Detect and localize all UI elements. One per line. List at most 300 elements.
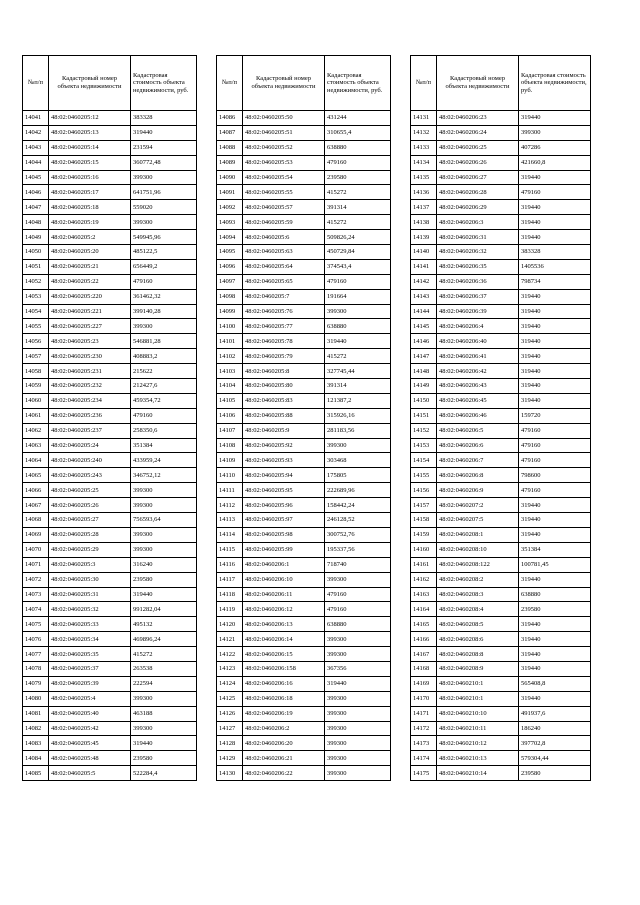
table-row	[23, 736, 197, 751]
row-number: 14144	[411, 304, 437, 319]
cadastral-number: 48:02:0460206:32	[437, 245, 519, 260]
table-row	[23, 572, 197, 587]
cadastral-value: 469896,24	[131, 632, 197, 647]
cadastral-value: 399300	[131, 483, 197, 498]
cadastral-number: 48:02:0460205:99	[243, 542, 325, 557]
cadastral-number: 48:02:0460206:39	[437, 304, 519, 319]
row-number: 14163	[411, 587, 437, 602]
table-row	[411, 319, 591, 334]
table-row	[23, 468, 197, 483]
cadastral-number: 48:02:0460205:16	[49, 170, 131, 185]
table-row	[217, 676, 391, 691]
cadastral-number: 48:02:0460210:14	[437, 766, 519, 781]
row-number: 14143	[411, 289, 437, 304]
cadastral-number: 48:02:0460205:34	[49, 632, 131, 647]
cadastral-value: 310655,4	[325, 125, 391, 140]
table-row	[23, 632, 197, 647]
cadastral-number: 48:02:0460205:231	[49, 364, 131, 379]
cadastral-number: 48:02:0460210:1	[437, 691, 519, 706]
cadastral-value: 231594	[131, 140, 197, 155]
cadastral-value: 485122,5	[131, 245, 197, 260]
cadastral-value: 391314	[325, 379, 391, 394]
row-number: 14151	[411, 408, 437, 423]
table-row	[217, 379, 391, 394]
cadastral-value: 399300	[131, 215, 197, 230]
table-row	[411, 304, 591, 319]
table-row	[23, 751, 197, 766]
row-number: 14166	[411, 632, 437, 647]
cadastral-number: 48:02:0460205:92	[243, 438, 325, 453]
row-number: 14057	[23, 349, 49, 364]
row-number: 14134	[411, 155, 437, 170]
cadastral-value: 351384	[519, 542, 591, 557]
row-number: 14066	[23, 483, 49, 498]
cadastral-value: 399300	[325, 647, 391, 662]
cadastral-value: 319440	[519, 289, 591, 304]
table-row	[23, 513, 197, 528]
table-row	[23, 453, 197, 468]
cadastral-number: 48:02:0460205:234	[49, 393, 131, 408]
cadastral-number: 48:02:0460205:21	[49, 259, 131, 274]
row-number: 14102	[217, 349, 243, 364]
cadastral-number: 48:02:0460207:2	[437, 498, 519, 513]
cadastral-value: 522284,4	[131, 766, 197, 781]
header-cadastral-value: Кадастровая стоимость объекта недвижимости, руб.	[325, 56, 391, 111]
table-row	[217, 647, 391, 662]
row-number: 14095	[217, 245, 243, 260]
cadastral-value: 756593,64	[131, 513, 197, 528]
cadastral-value: 415272	[325, 215, 391, 230]
table-row	[411, 364, 591, 379]
table-row	[217, 468, 391, 483]
table-row	[23, 438, 197, 453]
cadastral-number: 48:02:0460205:20	[49, 245, 131, 260]
table-row	[217, 572, 391, 587]
cadastral-value: 549945,96	[131, 230, 197, 245]
cadastral-number: 48:02:0460205:76	[243, 304, 325, 319]
row-number: 14146	[411, 334, 437, 349]
row-number: 14172	[411, 721, 437, 736]
cadastral-table-left	[22, 55, 197, 781]
row-number: 14150	[411, 393, 437, 408]
row-number: 14127	[217, 721, 243, 736]
row-number: 14119	[217, 602, 243, 617]
table-row	[217, 766, 391, 781]
row-number: 14046	[23, 185, 49, 200]
cadastral-number: 48:02:0460205:98	[243, 527, 325, 542]
cadastral-number: 48:02:0460208:1	[437, 527, 519, 542]
cadastral-number: 48:02:0460205:9	[243, 423, 325, 438]
cadastral-value: 374543,4	[325, 259, 391, 274]
row-number: 14060	[23, 393, 49, 408]
cadastral-value: 239580	[519, 766, 591, 781]
cadastral-number: 48:02:0460206:7	[437, 453, 519, 468]
cadastral-value: 319440	[519, 498, 591, 513]
table-row	[411, 453, 591, 468]
table-row	[411, 483, 591, 498]
row-number: 14043	[23, 140, 49, 155]
table-row	[23, 408, 197, 423]
cadastral-value: 319440	[519, 200, 591, 215]
row-number: 14132	[411, 125, 437, 140]
cadastral-value: 638880	[325, 617, 391, 632]
cadastral-number: 48:02:0460205:97	[243, 513, 325, 528]
table-header-row	[411, 56, 591, 111]
row-number: 14053	[23, 289, 49, 304]
cadastral-number: 48:02:0460205:59	[243, 215, 325, 230]
table-row	[23, 140, 197, 155]
cadastral-value: 421660,8	[519, 155, 591, 170]
cadastral-value: 433959,24	[131, 453, 197, 468]
cadastral-value: 656449,2	[131, 259, 197, 274]
row-number: 14158	[411, 513, 437, 528]
row-number: 14093	[217, 215, 243, 230]
cadastral-value: 319440	[519, 215, 591, 230]
cadastral-value: 159720	[519, 408, 591, 423]
table-row	[217, 602, 391, 617]
table-row	[411, 155, 591, 170]
table-row	[411, 542, 591, 557]
cadastral-value: 319440	[519, 393, 591, 408]
table-row	[217, 319, 391, 334]
table-row	[23, 379, 197, 394]
cadastral-number: 48:02:0460205:6	[243, 230, 325, 245]
cadastral-number: 48:02:0460206:9	[437, 483, 519, 498]
cadastral-value: 383328	[131, 111, 197, 126]
cadastral-value: 319440	[519, 334, 591, 349]
cadastral-value: 399300	[519, 125, 591, 140]
cadastral-number: 48:02:0460207:5	[437, 513, 519, 528]
cadastral-number: 48:02:0460205:28	[49, 527, 131, 542]
row-number: 14168	[411, 661, 437, 676]
table-row	[23, 245, 197, 260]
row-number: 14149	[411, 379, 437, 394]
cadastral-value: 399300	[325, 572, 391, 587]
cadastral-value: 399300	[325, 706, 391, 721]
cadastral-number: 48:02:0460205:31	[49, 587, 131, 602]
cadastral-number: 48:02:0460206:22	[243, 766, 325, 781]
cadastral-number: 48:02:0460206:37	[437, 289, 519, 304]
table-row	[217, 438, 391, 453]
row-number: 14075	[23, 617, 49, 632]
cadastral-number: 48:02:0460206:28	[437, 185, 519, 200]
cadastral-value: 459354,72	[131, 393, 197, 408]
cadastral-value: 399300	[325, 721, 391, 736]
cadastral-number: 48:02:0460205:37	[49, 661, 131, 676]
cadastral-number: 48:02:0460205:83	[243, 393, 325, 408]
cadastral-number: 48:02:0460206:42	[437, 364, 519, 379]
row-number: 14097	[217, 274, 243, 289]
cadastral-number: 48:02:0460208:6	[437, 632, 519, 647]
cadastral-value: 559020	[131, 200, 197, 215]
table-row	[411, 423, 591, 438]
cadastral-number: 48:02:0460205:221	[49, 304, 131, 319]
cadastral-value: 319440	[519, 572, 591, 587]
header-cadastral-number: Кадастровый номер объекта недвижимости	[437, 56, 519, 111]
row-number: 14071	[23, 557, 49, 572]
cadastral-number: 48:02:0460205:227	[49, 319, 131, 334]
table-row	[217, 170, 391, 185]
cadastral-number: 48:02:0460206:27	[437, 170, 519, 185]
cadastral-number: 48:02:0460205:65	[243, 274, 325, 289]
row-number: 14086	[217, 111, 243, 126]
row-number: 14059	[23, 379, 49, 394]
row-number: 14165	[411, 617, 437, 632]
table-row	[23, 706, 197, 721]
table-row	[411, 766, 591, 781]
table-row	[23, 111, 197, 126]
cadastral-number: 48:02:0460205:25	[49, 483, 131, 498]
table-row	[23, 647, 197, 662]
cadastral-value: 463188	[131, 706, 197, 721]
table-row	[411, 602, 591, 617]
row-number: 14063	[23, 438, 49, 453]
cadastral-value: 300752,76	[325, 527, 391, 542]
cadastral-value: 415272	[325, 349, 391, 364]
table-row	[411, 557, 591, 572]
row-number: 14152	[411, 423, 437, 438]
cadastral-number: 48:02:0460205:30	[49, 572, 131, 587]
cadastral-number: 48:02:0460205:236	[49, 408, 131, 423]
row-number: 14055	[23, 319, 49, 334]
table-row	[411, 140, 591, 155]
table-row	[23, 274, 197, 289]
cadastral-value: 319440	[325, 676, 391, 691]
table-row	[23, 617, 197, 632]
row-number: 14079	[23, 676, 49, 691]
cadastral-number: 48:02:0460205:51	[243, 125, 325, 140]
table-row	[23, 676, 197, 691]
cadastral-value: 316240	[131, 557, 197, 572]
row-number: 14052	[23, 274, 49, 289]
row-number: 14126	[217, 706, 243, 721]
cadastral-number: 48:02:0460205:5	[49, 766, 131, 781]
table-row	[217, 140, 391, 155]
cadastral-number: 48:02:0460206:158	[243, 661, 325, 676]
row-number: 14133	[411, 140, 437, 155]
cadastral-value: 479160	[519, 453, 591, 468]
row-number: 14104	[217, 379, 243, 394]
cadastral-number: 48:02:0460210:11	[437, 721, 519, 736]
cadastral-number: 48:02:0460205:19	[49, 215, 131, 230]
cadastral-number: 48:02:0460205:96	[243, 498, 325, 513]
cadastral-number: 48:02:0460206:45	[437, 393, 519, 408]
table-row	[217, 542, 391, 557]
header-num: №п/п	[411, 56, 437, 111]
table-row	[217, 230, 391, 245]
row-number: 14157	[411, 498, 437, 513]
cadastral-value: 100781,45	[519, 557, 591, 572]
table-row	[23, 393, 197, 408]
cadastral-number: 48:02:0460205:18	[49, 200, 131, 215]
row-number: 14064	[23, 453, 49, 468]
table-row	[411, 274, 591, 289]
row-number: 14042	[23, 125, 49, 140]
row-number: 14120	[217, 617, 243, 632]
cadastral-value: 222689,96	[325, 483, 391, 498]
table-row	[217, 259, 391, 274]
cadastral-value: 798600	[519, 468, 591, 483]
row-number: 14169	[411, 676, 437, 691]
cadastral-value: 638880	[325, 319, 391, 334]
table-row	[411, 751, 591, 766]
cadastral-value: 303468	[325, 453, 391, 468]
table-row	[217, 527, 391, 542]
row-number: 14128	[217, 736, 243, 751]
cadastral-value: 319440	[131, 587, 197, 602]
cadastral-value: 638880	[519, 587, 591, 602]
cadastral-value: 495132	[131, 617, 197, 632]
cadastral-number: 48:02:0460205:8	[243, 364, 325, 379]
row-number: 14045	[23, 170, 49, 185]
table-header-row	[217, 56, 391, 111]
table-header-row	[23, 56, 197, 111]
cadastral-value: 399300	[131, 498, 197, 513]
cadastral-number: 48:02:0460206:5	[437, 423, 519, 438]
cadastral-number: 48:02:0460206:29	[437, 200, 519, 215]
cadastral-value: 319440	[519, 527, 591, 542]
cadastral-number: 48:02:0460205:63	[243, 245, 325, 260]
row-number: 14173	[411, 736, 437, 751]
cadastral-number: 48:02:0460206:14	[243, 632, 325, 647]
cadastral-number: 48:02:0460205:80	[243, 379, 325, 394]
row-number: 14116	[217, 557, 243, 572]
table-row	[217, 245, 391, 260]
cadastral-number: 48:02:0460208:4	[437, 602, 519, 617]
row-number: 14058	[23, 364, 49, 379]
cadastral-value: 319440	[519, 170, 591, 185]
table-row	[217, 215, 391, 230]
row-number: 14100	[217, 319, 243, 334]
table-row	[217, 453, 391, 468]
row-number: 14049	[23, 230, 49, 245]
table-row	[217, 185, 391, 200]
cadastral-number: 48:02:0460206:6	[437, 438, 519, 453]
cadastral-number: 48:02:0460205:232	[49, 379, 131, 394]
row-number: 14160	[411, 542, 437, 557]
table-row	[217, 289, 391, 304]
cadastral-value: 399300	[131, 319, 197, 334]
cadastral-number: 48:02:0460205:42	[49, 721, 131, 736]
table-row	[217, 393, 391, 408]
table-row	[23, 349, 197, 364]
table-row	[23, 334, 197, 349]
table-row	[411, 393, 591, 408]
row-number: 14112	[217, 498, 243, 513]
cadastral-value: 991282,04	[131, 602, 197, 617]
table-row	[217, 498, 391, 513]
row-number: 14062	[23, 423, 49, 438]
row-number: 14142	[411, 274, 437, 289]
row-number: 14103	[217, 364, 243, 379]
cadastral-value: 579304,44	[519, 751, 591, 766]
cadastral-number: 48:02:0460205:52	[243, 140, 325, 155]
cadastral-number: 48:02:0460208:122	[437, 557, 519, 572]
cadastral-number: 48:02:0460205:35	[49, 647, 131, 662]
cadastral-number: 48:02:0460206:46	[437, 408, 519, 423]
cadastral-value: 479160	[325, 155, 391, 170]
cadastral-number: 48:02:0460206:26	[437, 155, 519, 170]
cadastral-number: 48:02:0460205:79	[243, 349, 325, 364]
row-number: 14044	[23, 155, 49, 170]
cadastral-number: 48:02:0460205:3	[49, 557, 131, 572]
row-number: 14171	[411, 706, 437, 721]
cadastral-value: 407286	[519, 140, 591, 155]
table-row	[411, 185, 591, 200]
cadastral-number: 48:02:0460205:50	[243, 111, 325, 126]
cadastral-value: 263538	[131, 661, 197, 676]
cadastral-number: 48:02:0460205:64	[243, 259, 325, 274]
table-row	[23, 230, 197, 245]
table-row	[411, 230, 591, 245]
cadastral-number: 48:02:0460205:54	[243, 170, 325, 185]
row-number: 14081	[23, 706, 49, 721]
cadastral-number: 48:02:0460208:5	[437, 617, 519, 632]
table-row	[23, 721, 197, 736]
header-cadastral-value: Кадастровая стоимость объекта недвижимости, руб.	[519, 56, 591, 111]
cadastral-value: 319440	[519, 691, 591, 706]
cadastral-number: 48:02:0460206:3	[437, 215, 519, 230]
cadastral-value: 239580	[325, 170, 391, 185]
cadastral-number: 48:02:0460205:12	[49, 111, 131, 126]
cadastral-number: 48:02:0460206:24	[437, 125, 519, 140]
row-number: 14113	[217, 513, 243, 528]
row-number: 14076	[23, 632, 49, 647]
cadastral-number: 48:02:0460206:43	[437, 379, 519, 394]
row-number: 14108	[217, 438, 243, 453]
table-row	[217, 587, 391, 602]
cadastral-value: 215622	[131, 364, 197, 379]
cadastral-value: 319440	[325, 334, 391, 349]
table-row	[411, 706, 591, 721]
cadastral-number: 48:02:0460206:4	[437, 319, 519, 334]
table-row	[23, 498, 197, 513]
table-row	[23, 527, 197, 542]
cadastral-number: 48:02:0460206:19	[243, 706, 325, 721]
cadastral-number: 48:02:0460206:36	[437, 274, 519, 289]
cadastral-number: 48:02:0460205:77	[243, 319, 325, 334]
row-number: 14106	[217, 408, 243, 423]
cadastral-number: 48:02:0460208:10	[437, 542, 519, 557]
cadastral-number: 48:02:0460205:32	[49, 602, 131, 617]
header-cadastral-number: Кадастровый номер объекта недвижимости	[243, 56, 325, 111]
cadastral-value: 383328	[519, 245, 591, 260]
cadastral-number: 48:02:0460205:237	[49, 423, 131, 438]
cadastral-value: 319440	[519, 379, 591, 394]
row-number: 14141	[411, 259, 437, 274]
row-number: 14056	[23, 334, 49, 349]
cadastral-value: 479160	[325, 602, 391, 617]
table-row	[23, 483, 197, 498]
cadastral-value: 399300	[325, 632, 391, 647]
row-number: 14091	[217, 185, 243, 200]
row-number: 14167	[411, 647, 437, 662]
cadastral-value: 399300	[325, 766, 391, 781]
cadastral-value: 399300	[131, 691, 197, 706]
table-row	[217, 661, 391, 676]
cadastral-value: 319440	[519, 632, 591, 647]
table-row	[411, 736, 591, 751]
row-number: 14140	[411, 245, 437, 260]
cadastral-value: 399140,28	[131, 304, 197, 319]
cadastral-value: 479160	[519, 483, 591, 498]
row-number: 14110	[217, 468, 243, 483]
table-row	[411, 125, 591, 140]
table-row	[217, 423, 391, 438]
cadastral-value: 186240	[519, 721, 591, 736]
cadastral-value: 195337,56	[325, 542, 391, 557]
cadastral-number: 48:02:0460206:10	[243, 572, 325, 587]
